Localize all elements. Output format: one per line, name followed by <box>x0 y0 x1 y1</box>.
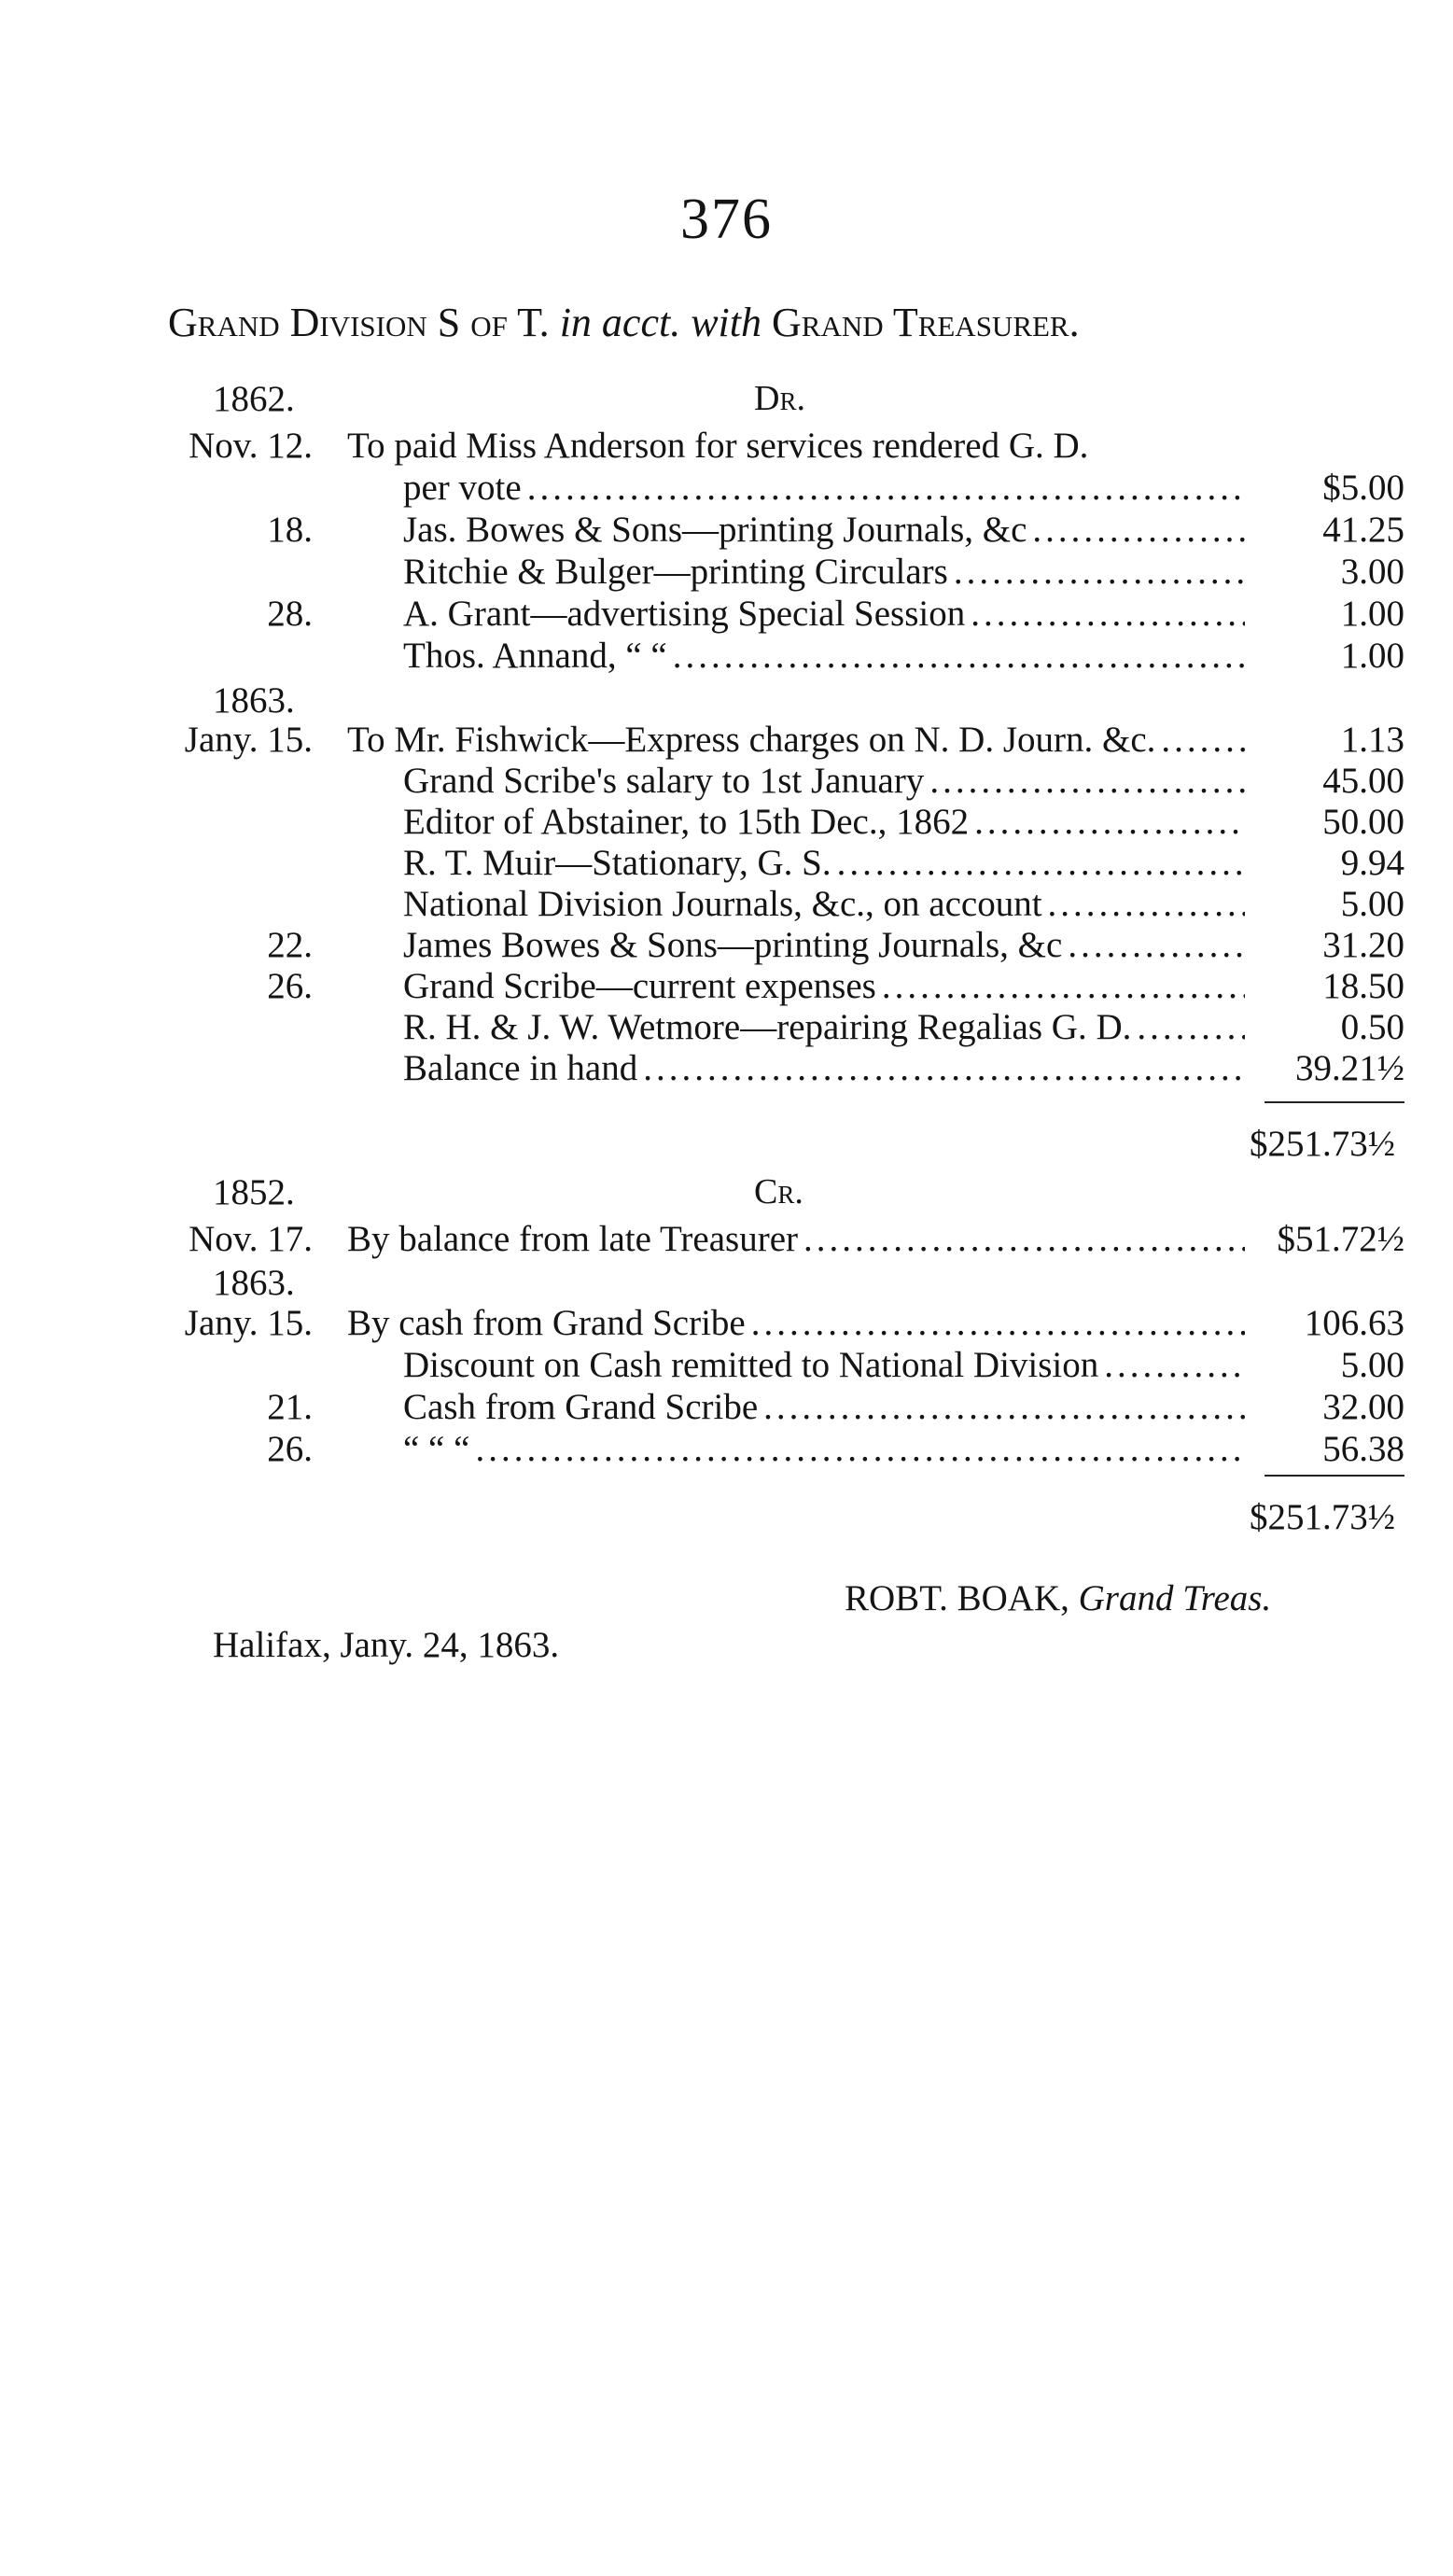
signature-name: ROBT. BOAK, <box>845 1578 1069 1618</box>
signature <box>845 1577 1271 1619</box>
leader-dots <box>763 1386 1245 1428</box>
credit-total-rule <box>1264 1475 1404 1477</box>
leader-dots <box>1068 924 1245 966</box>
ledger-heading <box>168 299 1080 346</box>
credit-label: Cr. <box>754 1172 803 1211</box>
entry-text: Discount on Cash remitted to National Division <box>403 1345 1099 1385</box>
entry-text: By cash from Grand Scribe <box>347 1303 746 1343</box>
debit-total: $251.73½ <box>1250 1124 1395 1164</box>
entry-text: A. Grant—advertising Special Session <box>403 594 966 634</box>
entry-date: Jany. 15. <box>184 720 313 760</box>
entry-date: 26. <box>267 1429 313 1469</box>
entry-amount: 1.13 <box>1340 720 1404 760</box>
entry-description <box>403 551 1250 593</box>
debit-label: Dr. <box>754 379 805 418</box>
entry-text: To Mr. Fishwick—Express charges on N. D. Journ. &c. <box>347 720 1156 760</box>
entry-description <box>403 924 1250 966</box>
debit-year-1862: 1862. <box>213 379 295 419</box>
entry-amount: 1.00 <box>1340 594 1404 634</box>
leader-dots <box>971 593 1245 635</box>
leader-dots <box>751 1302 1245 1344</box>
leader-dots <box>837 842 1245 884</box>
leader-dots <box>803 1218 1245 1260</box>
entry-date: Nov. 12. <box>189 426 313 466</box>
leader-dots <box>643 1047 1245 1089</box>
entry-text: James Bowes & Sons—printing Journals, &c <box>403 925 1063 965</box>
leader-dots <box>882 965 1245 1007</box>
heading-division: Grand Division S of T. <box>168 300 550 345</box>
entry-amount: 106.63 <box>1304 1303 1404 1343</box>
entry-text: Grand Scribe—current expenses <box>403 966 876 1006</box>
entry-description <box>403 1047 1250 1089</box>
entry-text: By balance from late Treasurer <box>347 1219 799 1259</box>
entry-description <box>403 801 1250 843</box>
entry-date: 26. <box>267 966 313 1006</box>
leader-dots <box>954 551 1245 593</box>
entry-text: Editor of Abstainer, to 15th Dec., 1862 <box>403 802 970 842</box>
debit-year-1863: 1863. <box>213 680 295 721</box>
leader-dots <box>1137 1006 1245 1048</box>
leader-dots <box>527 467 1245 509</box>
entry-description <box>403 509 1250 551</box>
entry-description <box>403 1006 1250 1048</box>
entry-description <box>403 965 1250 1007</box>
entry-text: National Division Journals, &c., on account <box>403 884 1042 924</box>
place-date: Halifax, Jany. 24, 1863. <box>213 1625 560 1665</box>
entry-description <box>403 760 1250 802</box>
entry-description <box>403 1386 1250 1428</box>
leader-dots <box>1161 719 1245 761</box>
leader-dots <box>929 760 1245 802</box>
debit-total-rule <box>1264 1101 1404 1103</box>
entry-text: “ “ “ <box>403 1429 470 1469</box>
entry-date: 18. <box>267 510 313 550</box>
entry-description <box>403 883 1250 925</box>
entry-description <box>347 425 1250 467</box>
entry-date: 21. <box>267 1387 313 1427</box>
entry-description <box>403 593 1250 635</box>
entry-amount: 32.00 <box>1322 1387 1404 1427</box>
heading-treasurer: Grand Treasurer. <box>772 300 1080 345</box>
entry-amount: 41.25 <box>1322 510 1404 550</box>
leader-dots <box>974 801 1245 843</box>
entry-text: Jas. Bowes & Sons—printing Journals, &c <box>403 510 1027 550</box>
signature-title: Grand Treas. <box>1078 1578 1272 1618</box>
entry-amount: 0.50 <box>1340 1007 1404 1047</box>
entry-description <box>347 719 1250 761</box>
entry-text: per vote <box>403 468 522 508</box>
entry-amount: 5.00 <box>1340 884 1404 924</box>
leader-dots <box>1048 883 1245 925</box>
entry-description <box>403 1428 1250 1470</box>
page-number: 376 <box>680 188 773 251</box>
entry-amount: 18.50 <box>1322 966 1404 1006</box>
entry-description <box>403 1344 1250 1386</box>
entry-date: 22. <box>267 925 313 965</box>
entry-description <box>347 1302 1250 1344</box>
heading-connector: in acct. with <box>559 300 761 345</box>
entry-amount: 5.00 <box>1340 1345 1404 1385</box>
entry-amount: 45.00 <box>1322 761 1404 801</box>
entry-amount: 56.38 <box>1322 1429 1404 1469</box>
leader-dots <box>1104 1344 1245 1386</box>
entry-amount: 50.00 <box>1322 802 1404 842</box>
entry-text: Thos. Annand, “ “ <box>403 636 667 676</box>
entry-description <box>403 635 1250 677</box>
entry-text: Ritchie & Bulger—printing Circulars <box>403 552 948 592</box>
leader-dots <box>1032 509 1245 551</box>
entry-amount: 31.20 <box>1322 925 1404 965</box>
entry-amount: $5.00 <box>1322 468 1404 508</box>
entry-text: Balance in hand <box>403 1048 638 1088</box>
entry-text: R. T. Muir—Stationary, G. S. <box>403 843 831 883</box>
entry-amount: 1.00 <box>1340 636 1404 676</box>
leader-dots <box>475 1428 1245 1470</box>
credit-year-1863: 1863. <box>213 1263 295 1303</box>
entry-description <box>403 842 1250 884</box>
entry-text: Cash from Grand Scribe <box>403 1387 759 1427</box>
leader-dots <box>673 635 1245 677</box>
entry-amount: 9.94 <box>1340 843 1404 883</box>
credit-total: $251.73½ <box>1250 1497 1395 1537</box>
entry-description <box>403 467 1250 509</box>
entry-amount: 3.00 <box>1340 552 1404 592</box>
entry-amount: $51.72½ <box>1277 1219 1404 1259</box>
entry-date: Nov. 17. <box>189 1219 313 1259</box>
entry-date: Jany. 15. <box>184 1303 313 1343</box>
entry-description <box>347 1218 1250 1260</box>
entry-text: Grand Scribe's salary to 1st January <box>403 761 925 801</box>
entry-date: 28. <box>267 594 313 634</box>
entry-text: To paid Miss Anderson for services rendered G. D. <box>347 426 1089 466</box>
credit-year-1852: 1852. <box>213 1172 295 1212</box>
entry-amount: 39.21½ <box>1295 1048 1404 1088</box>
entry-text: R. H. & J. W. Wetmore—repairing Regalias G. D. <box>403 1007 1132 1047</box>
